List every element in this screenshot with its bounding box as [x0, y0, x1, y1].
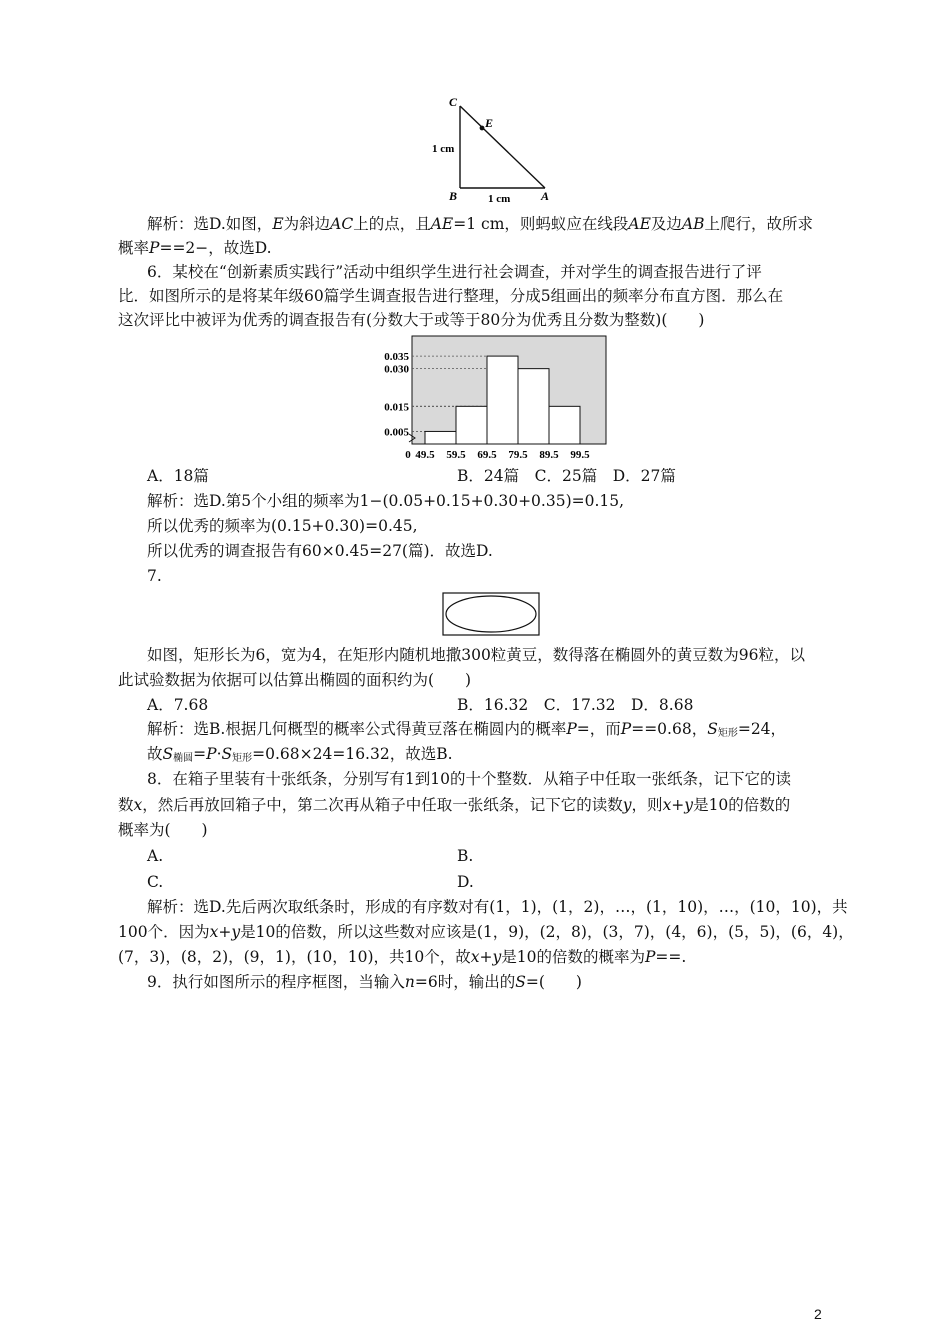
q6-options-bcd: B．24篇 C．25篇 D．27篇 [457, 467, 676, 485]
q7-question-line2: 此试验数据为依据可以估算出椭圆的面积约为( ) [118, 671, 472, 689]
point-e [480, 126, 485, 131]
histogram-bar [487, 356, 518, 444]
page-number: 2 [814, 1306, 822, 1322]
q8-option-a: A. [147, 847, 164, 865]
hypotenuse-ac [460, 106, 545, 188]
label-bc-length: 1 cm [432, 143, 455, 155]
q9-question: 9．执行如图所示的程序框图，当输入n=6时，输出的S=( ) [147, 973, 582, 991]
label-c: C [449, 95, 458, 109]
q8-option-b: B. [457, 847, 474, 865]
q5-analysis-line2: 概率P==2−，故选D. [118, 239, 272, 257]
q6-line2: 比．如图所示的是将某年级60篇学生调查报告进行整理，分成5组画出的频率分布直方图．那么在 [118, 287, 784, 305]
q8-option-d: D. [457, 873, 474, 891]
histogram-bar [425, 431, 456, 444]
label-ba-length: 1 cm [488, 193, 511, 205]
q6-line1: 6．某校在“创新素质实践行”活动中组织学生进行社会调查，并对学生的调查报告进行了评 [147, 263, 762, 281]
rectangle-ellipse-figure [442, 592, 540, 636]
label-a: A [541, 189, 550, 203]
triangle-figure [425, 92, 565, 208]
x-tick-label: 89.5 [539, 449, 559, 461]
q6-analysis-line1: 解析：选D.第5个小组的频率为1−(0.05+0.15+0.30+0.35)=0.15, [147, 492, 625, 510]
q5-analysis-line1: 解析：选D.如图，E为斜边AC上的点，且AE=1 cm，则蚂蚁应在线段AE及边AB上爬行，故所求 [147, 215, 814, 233]
histogram-bar [549, 406, 580, 444]
x-tick-label: 99.5 [570, 449, 590, 461]
q8-question-line1: 8．在箱子里装有十张纸条，分别写有1到10的十个整数．从箱子中任取一张纸条，记下它的读 [147, 770, 791, 788]
x-tick-label: 0 [405, 449, 411, 461]
x-tick-label: 79.5 [508, 449, 528, 461]
q7-analysis-line2: 故$S_{椭圆}=P\cdot S_{矩形}=0.68\times 24=16.32$，故选B. [147, 745, 453, 764]
y-tick-label: 0.030 [384, 363, 409, 376]
histogram-bar [518, 369, 549, 444]
q8-question-line2: 数x，然后再放回箱子中，第二次再从箱子中任取一张纸条，记下它的读数y，则x+y是10的倍数的 [118, 796, 791, 814]
q6-line3: 这次评比中被评为优秀的调查报告有(分数大于或等于80分为优秀且分数为整数)( ) [118, 311, 705, 329]
q6-option-a: A．18篇 [147, 467, 209, 485]
x-tick-label: 59.5 [446, 449, 466, 461]
y-tick-label: 0.015 [384, 401, 409, 414]
y-tick-label: 0.035 [384, 351, 409, 364]
q8-analysis-line2: 100个．因为x+y是10的倍数，所以这些数对应该是(1，9)，(2，8)，(3，7)，(4，6)，(5，5)，(6，4)， [118, 923, 854, 941]
histogram-bar [456, 406, 487, 444]
q7-question-line1: 如图，矩形长为6，宽为4，在矩形内随机地撒300粒黄豆，数得落在椭圆外的黄豆数为96粒，以 [147, 646, 806, 664]
rectangle [443, 593, 539, 635]
q8-option-c: C. [147, 873, 164, 891]
q7-number: 7. [147, 567, 162, 585]
ellipse [446, 596, 536, 632]
q7-options-bcd: B．16.32 C．17.32 D．8.68 [457, 696, 694, 714]
q8-analysis-line1: 解析：选D.先后两次取纸条时，形成的有序数对有(1，1)，(1，2)，…，(1，10)，…，(10，10)，共 [147, 898, 848, 916]
frequency-histogram [370, 334, 610, 462]
q8-analysis-line3: (7，3)，(8，2)，(9，1)，(10，10)，共10个，故x+y是10的倍数的概率为P==. [118, 948, 687, 966]
x-tick-label: 69.5 [477, 449, 497, 461]
x-tick-label: 49.5 [415, 449, 435, 461]
q7-analysis-line1: 解析：选B.根据几何概型的概率公式得黄豆落在椭圆内的概率P=，而P==0.68，$S_{矩形}=24$， [147, 720, 787, 739]
y-tick-label: 0.005 [384, 426, 409, 439]
q8-question-line3: 概率为( ) [118, 821, 208, 839]
q6-analysis-line3: 所以优秀的调查报告有60×0.45=27(篇)．故选D. [147, 542, 493, 560]
q7-option-a: A．7.68 [147, 696, 209, 714]
label-e: E [485, 116, 494, 130]
label-b: B [449, 189, 458, 203]
q6-analysis-line2: 所以优秀的频率为(0.15+0.30)=0.45, [147, 517, 418, 535]
